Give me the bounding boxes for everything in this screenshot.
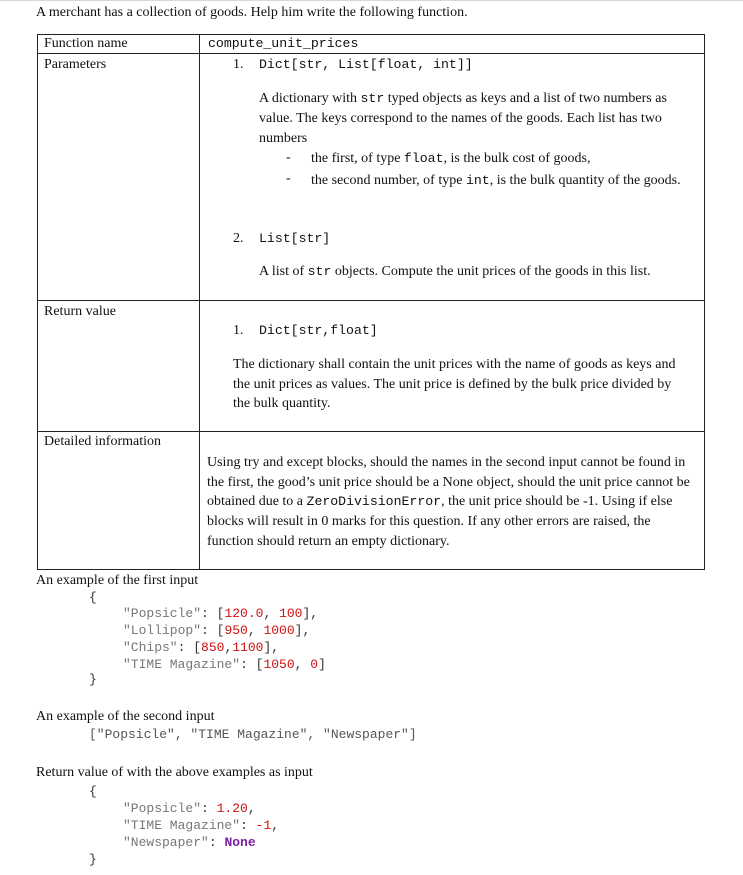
- param2-description: A list of str objects. Compute the unit prices of the goods in this list.: [259, 264, 651, 279]
- param1-bullet-1: the first, of type float, is the bulk cost of goods,: [311, 151, 591, 166]
- example2-heading: An example of the second input: [36, 709, 215, 724]
- bullet-dash: -: [286, 171, 291, 186]
- example1-open-brace: {: [89, 590, 97, 605]
- function-name-label: Function name: [44, 36, 128, 51]
- return-type: Dict[str,float]: [259, 323, 378, 338]
- parameters-label: Parameters: [44, 57, 107, 72]
- example2-code: ["Popsicle", "TIME Magazine", "Newspaper"]: [89, 727, 417, 742]
- detailed-info-label: Detailed information: [44, 434, 162, 449]
- param2-type: List[str]: [259, 231, 331, 246]
- code-line: "TIME Magazine": -1,: [123, 818, 280, 833]
- function-name-value: compute_unit_prices: [208, 36, 359, 51]
- example3-open-brace: {: [89, 784, 97, 799]
- top-rule: [0, 0, 743, 1]
- code-line: "TIME Magazine": [1050, 0]: [123, 657, 326, 672]
- return-description: The dictionary shall contain the unit prices with the name of goods as keys and the unit prices as values. The unit price is defined by the bulk price divided by the bulk quantity.: [233, 357, 676, 411]
- intro-text: A merchant has a collection of goods. Help him write the following function.: [36, 5, 468, 20]
- code-line: "Chips": [850,1100],: [123, 640, 280, 655]
- return-value-label: Return value: [44, 304, 116, 319]
- example3-close-brace: }: [89, 852, 97, 867]
- return-number: 1.: [233, 323, 244, 338]
- param2-number: 2.: [233, 231, 244, 246]
- example1-close-brace: }: [89, 672, 97, 687]
- param1-type: Dict[str, List[float, int]]: [259, 57, 473, 72]
- detailed-info-text: Using try and except blocks, should the names in the second input cannot be found in the first, the good’s unit price should be a None object, should the unit price cannot be obtained due to a ZeroDivisionError, the unit price should be -1. Using if else blocks will result in 0 marks for this question. If any other errors are raised, the function should return an empty dictionary.: [207, 455, 690, 549]
- bullet-dash: -: [286, 150, 291, 165]
- code-line: "Newspaper": None: [123, 835, 256, 850]
- param1-description: A dictionary with str typed objects as keys and a list of two numbers as value. The keys correspond to the names of the goods. Each list has two numbers: [259, 91, 667, 146]
- code-line: "Lollipop": [950, 1000],: [123, 623, 311, 638]
- example1-heading: An example of the first input: [36, 573, 199, 588]
- code-line: "Popsicle": 1.20,: [123, 801, 256, 816]
- code-line: "Popsicle": [120.0, 100],: [123, 606, 319, 621]
- param1-number: 1.: [233, 57, 244, 72]
- param1-bullet-2: the second number, of type int, is the bulk quantity of the goods.: [311, 173, 681, 188]
- example3-heading: Return value of with the above examples as input: [36, 765, 313, 780]
